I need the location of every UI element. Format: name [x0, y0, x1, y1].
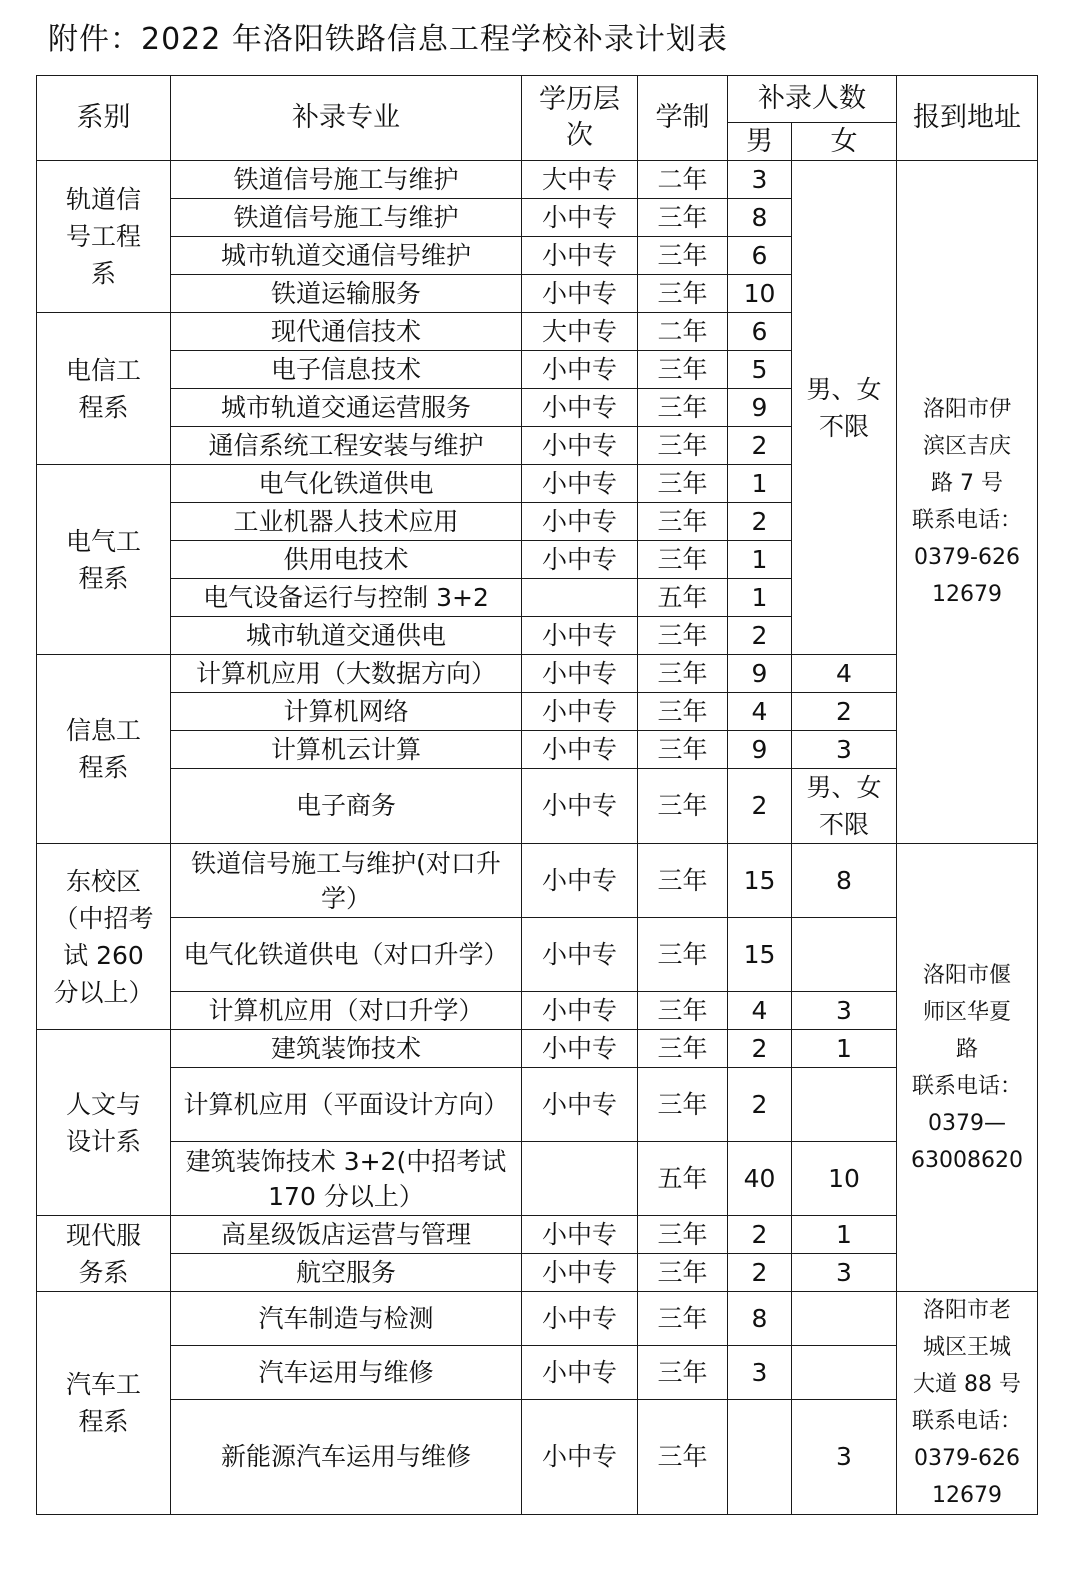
- major-cell: [171, 1142, 522, 1216]
- document-title: 附件：2022 年洛阳铁路信息工程学校补录计划表: [48, 22, 728, 57]
- gender-note-line: 不限: [818, 810, 869, 839]
- major-line: 计算机云计算: [270, 734, 421, 764]
- female-count-cell: [792, 1068, 897, 1142]
- department-line: 汽车工: [65, 1370, 141, 1399]
- level-cell: 小中专: [522, 389, 638, 427]
- male-count-cell: 2: [728, 769, 792, 844]
- major-line: 新能源汽车运用与维修: [220, 1442, 471, 1472]
- female-count-cell: 4: [792, 655, 897, 693]
- major-cell: [171, 1346, 522, 1400]
- level-cell: 小中专: [522, 199, 638, 237]
- major-line: 汽车运用与维修: [258, 1357, 434, 1387]
- major-line: 铁道信号施工与维护(对口: [191, 848, 476, 878]
- duration-cell: 三年: [638, 769, 728, 844]
- major-cell: [171, 579, 522, 617]
- major-line: 高星级饭店运营与管理: [220, 1219, 471, 1249]
- female-count-cell: 2: [792, 693, 897, 731]
- male-count-cell: 9: [728, 655, 792, 693]
- duration-cell: 三年: [638, 1346, 728, 1400]
- address-line: 0379-626: [914, 545, 1020, 570]
- gender-note-cell: [792, 161, 897, 655]
- table-row: [37, 844, 1038, 918]
- duration-cell: 三年: [638, 1216, 728, 1254]
- level-cell: [522, 579, 638, 617]
- address-line: 0379-626: [914, 1446, 1020, 1471]
- major-cell: [171, 237, 522, 275]
- male-count-cell: 2: [728, 617, 792, 655]
- male-count-cell: 6: [728, 313, 792, 351]
- major-cell: [171, 1254, 522, 1292]
- major-line: 汽车制造与检测: [258, 1303, 434, 1333]
- gender-note-line: 男、女: [806, 773, 882, 802]
- major-line: 城市轨道交通运营服务: [220, 392, 471, 422]
- level-cell: 小中专: [522, 465, 638, 503]
- male-count-cell: 15: [728, 844, 792, 918]
- department-line: 程系: [78, 392, 129, 422]
- department-cell: [37, 1292, 171, 1515]
- level-cell: 小中专: [522, 541, 638, 579]
- table-row: [37, 918, 1038, 992]
- table-row: [37, 1400, 1038, 1515]
- major-line: 工业机器人技术应用: [233, 506, 459, 536]
- department-line: （中招考: [53, 903, 154, 933]
- department-line: 轨道信: [65, 185, 141, 214]
- address-line: 0379—: [928, 1110, 1006, 1136]
- major-line: 现代通信技术: [270, 316, 421, 346]
- female-count-cell: 3: [792, 731, 897, 769]
- level-cell: 小中专: [522, 992, 638, 1030]
- male-count-cell: 5: [728, 351, 792, 389]
- level-cell: 小中专: [522, 351, 638, 389]
- address-line: 师区华夏: [922, 999, 1011, 1025]
- department-line: 试 260: [63, 940, 144, 970]
- major-cell: [171, 389, 522, 427]
- major-line: 计算机应用（大数据方向）: [195, 658, 496, 688]
- level-cell: 小中专: [522, 237, 638, 275]
- duration-cell: 三年: [638, 237, 728, 275]
- duration-cell: 三年: [638, 1292, 728, 1346]
- department-line: 电信工: [65, 355, 141, 385]
- gender-note-line: 男、女: [806, 374, 882, 404]
- duration-cell: 二年: [638, 313, 728, 351]
- table-row: [37, 1346, 1038, 1400]
- male-count-cell: 9: [728, 389, 792, 427]
- female-count-cell: [792, 1346, 897, 1400]
- level-cell: 小中专: [522, 427, 638, 465]
- level-cell: [522, 1142, 638, 1216]
- department-line: 东校区: [65, 866, 141, 896]
- male-count-cell: 2: [728, 1254, 792, 1292]
- major-line: 航空服务: [295, 1257, 396, 1287]
- major-cell: [171, 313, 522, 351]
- duration-cell: 三年: [638, 199, 728, 237]
- level-cell: 小中专: [522, 693, 638, 731]
- male-count-cell: 15: [728, 918, 792, 992]
- header-level-line: 学历层: [539, 84, 620, 115]
- level-cell: 小中专: [522, 1292, 638, 1346]
- major-line: 供用电技术: [283, 544, 409, 574]
- major-cell: [171, 731, 522, 769]
- department-line: 人文与: [65, 1089, 141, 1119]
- department-cell: [37, 313, 171, 465]
- level-cell: 小中专: [522, 844, 638, 918]
- level-cell: 小中专: [522, 1346, 638, 1400]
- table-row: [37, 731, 1038, 769]
- table-row: [37, 1254, 1038, 1292]
- level-cell: 小中专: [522, 731, 638, 769]
- male-count-cell: 2: [728, 1068, 792, 1142]
- male-count-cell: 1: [728, 579, 792, 617]
- major-line: 建筑装饰技术: [270, 1033, 421, 1063]
- major-cell: [171, 769, 522, 844]
- major-cell: [171, 617, 522, 655]
- male-count-cell: 40: [728, 1142, 792, 1216]
- male-count-cell: 4: [728, 992, 792, 1030]
- header-major: 补录专业: [171, 76, 522, 161]
- major-line: 计算机应用（平面设计方: [183, 1090, 459, 1119]
- major-cell: [171, 693, 522, 731]
- department-line: 程系: [78, 1407, 129, 1436]
- level-cell: 小中专: [522, 1030, 638, 1068]
- major-line: 城市轨道交通信号维护: [220, 240, 471, 270]
- department-line: 分以上）: [53, 977, 154, 1007]
- major-cell: [171, 199, 522, 237]
- major-cell: [171, 655, 522, 693]
- address-line: 联系电话：: [911, 508, 1022, 533]
- male-count-cell: 1: [728, 465, 792, 503]
- department-cell: [37, 1030, 171, 1216]
- major-cell: [171, 275, 522, 313]
- major-cell: [171, 1400, 522, 1515]
- male-count-cell: 2: [728, 1216, 792, 1254]
- duration-cell: 三年: [638, 1030, 728, 1068]
- department-line: 现代服: [65, 1220, 141, 1250]
- duration-cell: 三年: [638, 389, 728, 427]
- duration-cell: 三年: [638, 541, 728, 579]
- header-level-line: 次: [566, 120, 593, 151]
- major-cell: [171, 161, 522, 199]
- address-line: 大道 88 号: [913, 1372, 1021, 1397]
- female-count-cell: 3: [792, 1400, 897, 1515]
- department-line: 设计系: [65, 1126, 141, 1156]
- address-cell: [897, 1292, 1038, 1515]
- major-line: 升学）: [320, 848, 501, 913]
- duration-cell: 二年: [638, 161, 728, 199]
- duration-cell: 三年: [638, 465, 728, 503]
- male-count-cell: 2: [728, 427, 792, 465]
- duration-cell: 三年: [638, 992, 728, 1030]
- major-cell: [171, 1068, 522, 1142]
- address-line: 洛阳市偃: [922, 962, 1011, 988]
- table-row: [37, 693, 1038, 731]
- duration-cell: 三年: [638, 617, 728, 655]
- duration-cell: 五年: [638, 579, 728, 617]
- level-cell: 小中专: [522, 1068, 638, 1142]
- duration-cell: 三年: [638, 427, 728, 465]
- enrollment-plan-table: [36, 75, 1037, 1509]
- department-cell: [37, 1216, 171, 1292]
- header-duration: 学制: [638, 76, 728, 161]
- male-count-cell: [728, 1400, 792, 1515]
- department-line: 程系: [78, 563, 129, 593]
- female-count-cell: 1: [792, 1030, 897, 1068]
- major-line: 城市轨道交通供电: [245, 620, 446, 650]
- duration-cell: 三年: [638, 503, 728, 541]
- female-count-cell: [792, 918, 897, 992]
- department-cell: [37, 161, 171, 313]
- male-count-cell: 8: [728, 199, 792, 237]
- level-cell: 大中专: [522, 161, 638, 199]
- duration-cell: 三年: [638, 693, 728, 731]
- major-line: 铁道运输服务: [270, 278, 421, 308]
- male-count-cell: 10: [728, 275, 792, 313]
- department-line: 号工程: [65, 222, 141, 251]
- male-count-cell: 3: [728, 1346, 792, 1400]
- address-cell: [897, 844, 1038, 1292]
- table-row: [37, 1292, 1038, 1346]
- major-cell: [171, 465, 522, 503]
- table-row: [37, 992, 1038, 1030]
- address-line: 洛阳市伊: [922, 397, 1011, 422]
- header-quota: 补录人数: [728, 76, 897, 123]
- department-cell: [37, 844, 171, 1030]
- level-cell: 小中专: [522, 503, 638, 541]
- major-line: 建筑装饰技术 3+2(中招考: [185, 1146, 482, 1176]
- duration-cell: 三年: [638, 844, 728, 918]
- address-line: 联系电话：: [911, 1073, 1022, 1099]
- major-line: 电气化铁道供电: [258, 468, 434, 498]
- male-count-cell: 1: [728, 541, 792, 579]
- major-cell: [171, 1292, 522, 1346]
- female-count-cell: 3: [792, 1254, 897, 1292]
- major-line: 电气化铁道供电（对口升: [183, 940, 459, 969]
- address-line: 联系电话：: [911, 1409, 1022, 1434]
- table-row: [37, 161, 1038, 199]
- major-cell: [171, 992, 522, 1030]
- major-line: 通信系统工程安装与维护: [208, 430, 484, 460]
- male-count-cell: 8: [728, 1292, 792, 1346]
- duration-cell: 三年: [638, 918, 728, 992]
- duration-cell: 三年: [638, 655, 728, 693]
- level-cell: 小中专: [522, 1216, 638, 1254]
- male-count-cell: 2: [728, 1030, 792, 1068]
- level-cell: 小中专: [522, 275, 638, 313]
- table-row: [37, 1030, 1038, 1068]
- table-row: [37, 1142, 1038, 1216]
- header-male: 男: [728, 123, 792, 161]
- male-count-cell: 2: [728, 503, 792, 541]
- major-cell: [171, 1030, 522, 1068]
- major-cell: [171, 351, 522, 389]
- table-row: [37, 769, 1038, 844]
- table-row: [37, 1068, 1038, 1142]
- major-line: 计算机网络: [283, 696, 409, 726]
- gender-note-cell: [792, 769, 897, 844]
- female-count-cell: [792, 1292, 897, 1346]
- major-cell: [171, 918, 522, 992]
- level-cell: 小中专: [522, 769, 638, 844]
- female-count-cell: 3: [792, 992, 897, 1030]
- level-cell: 小中专: [522, 918, 638, 992]
- level-cell: 小中专: [522, 617, 638, 655]
- department-line: 信息工: [65, 716, 141, 745]
- header-female: 女: [792, 123, 897, 161]
- major-line: 试 170 分以上）: [268, 1146, 507, 1211]
- address-line: 12679: [932, 1483, 1002, 1508]
- duration-cell: 三年: [638, 351, 728, 389]
- female-count-cell: 1: [792, 1216, 897, 1254]
- major-cell: [171, 427, 522, 465]
- major-line: 铁道信号施工与维护: [233, 202, 459, 232]
- male-count-cell: 3: [728, 161, 792, 199]
- duration-cell: 三年: [638, 1400, 728, 1515]
- duration-cell: 三年: [638, 1254, 728, 1292]
- address-line: 城区王城: [922, 1335, 1011, 1360]
- major-line: 电子信息技术: [270, 354, 421, 384]
- major-line: 计算机应用（对口升学）: [208, 995, 484, 1025]
- level-cell: 小中专: [522, 1400, 638, 1515]
- major-cell: [171, 541, 522, 579]
- female-count-cell: 10: [792, 1142, 897, 1216]
- duration-cell: 三年: [638, 1068, 728, 1142]
- duration-cell: 三年: [638, 731, 728, 769]
- major-line: 铁道信号施工与维护: [233, 164, 459, 194]
- major-line: 电气设备运行与控制 3+2: [203, 582, 489, 612]
- department-line: 电气工: [65, 526, 141, 556]
- major-line: 学）: [458, 940, 509, 969]
- male-count-cell: 9: [728, 731, 792, 769]
- duration-cell: 五年: [638, 1142, 728, 1216]
- header-department: 系别: [37, 76, 171, 161]
- address-line: 滨区吉庆: [922, 434, 1011, 459]
- major-cell: [171, 844, 522, 918]
- level-cell: 小中专: [522, 655, 638, 693]
- major-line: 电子商务: [295, 791, 396, 820]
- department-line: 系: [90, 259, 116, 288]
- gender-note-line: 不限: [818, 411, 869, 441]
- male-count-cell: 4: [728, 693, 792, 731]
- table-row: [37, 1216, 1038, 1254]
- address-line: 63008620: [911, 1147, 1023, 1173]
- header-level: [522, 76, 638, 161]
- level-cell: 小中专: [522, 1254, 638, 1292]
- department-line: 程系: [78, 753, 129, 782]
- department-cell: [37, 655, 171, 844]
- male-count-cell: 6: [728, 237, 792, 275]
- female-count-cell: 8: [792, 844, 897, 918]
- department-cell: [37, 465, 171, 655]
- table-row: [37, 655, 1038, 693]
- address-cell: [897, 161, 1038, 844]
- address-line: 路: [955, 1036, 978, 1062]
- address-line: 12679: [932, 582, 1002, 607]
- level-cell: 大中专: [522, 313, 638, 351]
- major-cell: [171, 1216, 522, 1254]
- major-cell: [171, 503, 522, 541]
- header-address: 报到地址: [897, 76, 1038, 161]
- address-line: 洛阳市老: [922, 1298, 1011, 1323]
- major-line: 向）: [458, 1090, 509, 1119]
- address-line: 路 7 号: [931, 471, 1003, 496]
- duration-cell: 三年: [638, 275, 728, 313]
- department-line: 务系: [78, 1257, 129, 1287]
